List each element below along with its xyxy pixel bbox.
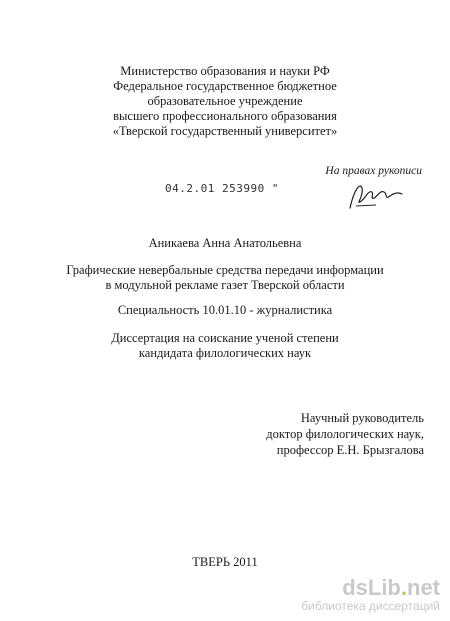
- header-line: «Тверской государственный университет»: [112, 124, 338, 138]
- watermark-brand-tld: net: [407, 575, 440, 600]
- advisor-line: Научный руководитель: [300, 411, 424, 425]
- dissertation-topic: [0, 263, 450, 293]
- signature-icon: [346, 178, 406, 214]
- registration-stamp: 04.2.01 253990 ": [165, 182, 279, 195]
- topic-line: Графические невербальные средства передачи информации: [66, 263, 384, 277]
- header-line: Министерство образования и науки РФ: [120, 64, 330, 78]
- header-line: Федеральное государственное бюджетное: [113, 79, 337, 93]
- header-line: высшего профессионального образования: [113, 109, 337, 123]
- specialty-line: Специальность 10.01.10 - журналистика: [117, 303, 333, 317]
- watermark-brand: [301, 577, 440, 599]
- institution-header: [0, 64, 450, 139]
- author-name: Аникаева Анна Анатольевна: [148, 236, 302, 250]
- manuscript-rights-note: На правах рукописи: [325, 165, 422, 177]
- watermark-subtitle: библиотека диссертаций: [301, 599, 440, 613]
- advisor-line: профессор Е.Н. Брызгалова: [276, 443, 424, 457]
- degree-line: Диссертация на соискание ученой степени: [111, 331, 339, 345]
- degree-statement: [0, 331, 450, 361]
- watermark-brand-main: dsLib: [342, 575, 401, 600]
- scientific-advisor: [266, 410, 424, 458]
- header-line: образовательное учреждение: [147, 94, 303, 108]
- city-year: ТВЕРЬ 2011: [192, 555, 258, 569]
- advisor-line: доктор филологических наук,: [266, 427, 424, 441]
- topic-line: в модульной рекламе газет Тверской области: [105, 278, 345, 292]
- dslib-watermark: [301, 577, 440, 613]
- degree-line: кандидата филологических наук: [138, 346, 312, 360]
- watermark-brand-dot: .: [400, 575, 407, 600]
